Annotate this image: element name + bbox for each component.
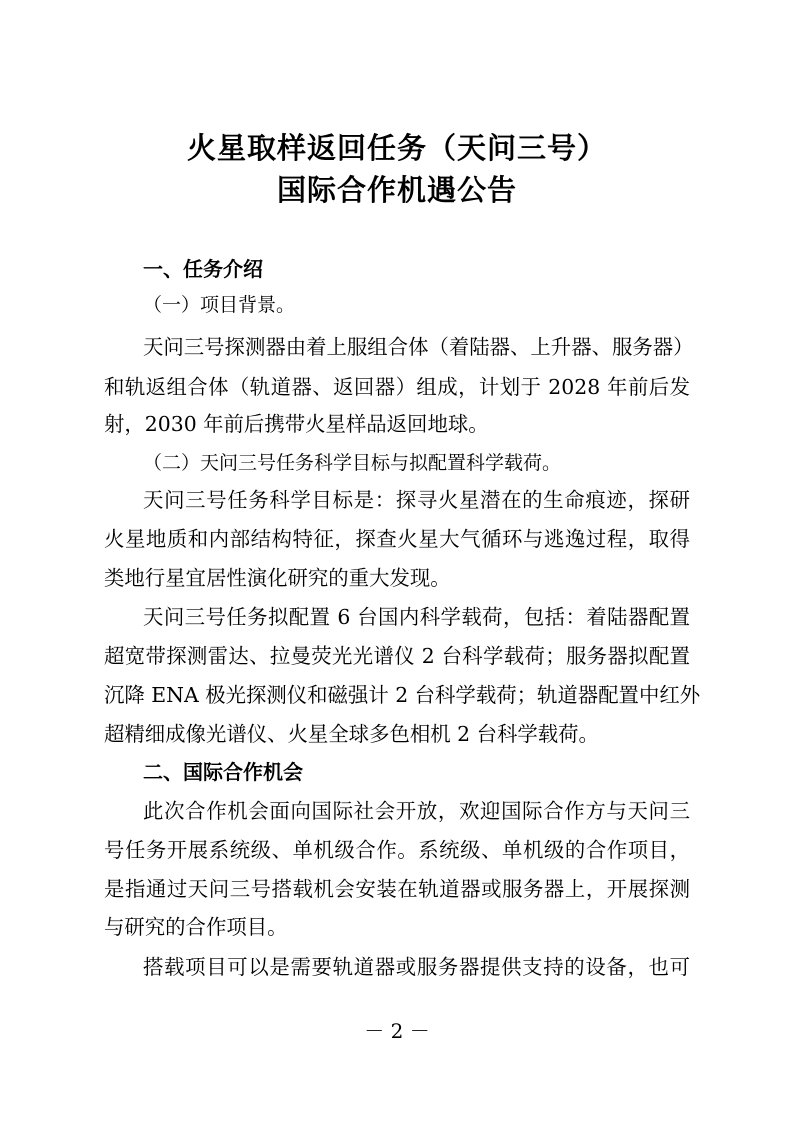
title-line-2: 国际合作机遇公告 — [276, 173, 517, 207]
paragraph-line: 火星地质和内部结构特征，探查火星大气循环与逃逸过程，取得 — [104, 527, 690, 551]
page-number: － 2 － — [364, 1019, 430, 1043]
paragraph-line: 与研究的合作项目。 — [104, 915, 288, 939]
paragraph-line: 天问三号探测器由着上服组合体（着陆器、上升器、服务器） — [143, 335, 694, 359]
paragraph-line: 类地行星宜居性演化研究的重大发现。 — [104, 566, 451, 590]
paragraph-line: 射，2030 年前后携带火星样品返回地球。 — [104, 412, 489, 436]
title-line-1: 火星取样返回任务（天问三号） — [186, 131, 607, 165]
section-heading-international-cooperation: 二、国际合作机会 — [143, 760, 303, 784]
paragraph-line: 超精细成像光谱仪、火星全球多色相机 2 台科学载荷。 — [104, 722, 599, 746]
paragraph-line: 搭载项目可以是需要轨道器或服务器提供支持的设备，也可 — [143, 955, 690, 979]
paragraph-line: 是指通过天问三号搭载机会安装在轨道器或服务器上，开展探测 — [104, 877, 690, 901]
paragraph-line: 沉降 ENA 极光探测仪和磁强计 2 台科学载荷；轨道器配置中红外 — [104, 683, 701, 707]
section-heading-mission-intro: 一、任务介绍 — [143, 257, 263, 281]
paragraph-line: 号任务开展系统级、单机级合作。系统级、单机级的合作项目， — [104, 838, 690, 862]
paragraph-line: 和轨返组合体（轨道器、返回器）组成，计划于 2028 年前后发 — [104, 375, 690, 399]
paragraph-line: 超宽带探测雷达、拉曼荧光光谱仪 2 台科学载荷；服务器拟配置 — [104, 644, 690, 668]
paragraph-line: 此次合作机会面向国际社会开放，欢迎国际合作方与天问三 — [143, 799, 690, 823]
subsection-heading-science-goals: （二）天问三号任务科学目标与拟配置科学载荷。 — [143, 452, 562, 474]
paragraph-line: 天问三号任务拟配置 6 台国内科学载荷，包括：着陆器配置 — [143, 605, 690, 629]
paragraph-line: 天问三号任务科学目标是：探寻火星潜在的生命痕迹，探研 — [143, 488, 690, 512]
subsection-heading-background: （一）项目背景。 — [143, 294, 296, 316]
